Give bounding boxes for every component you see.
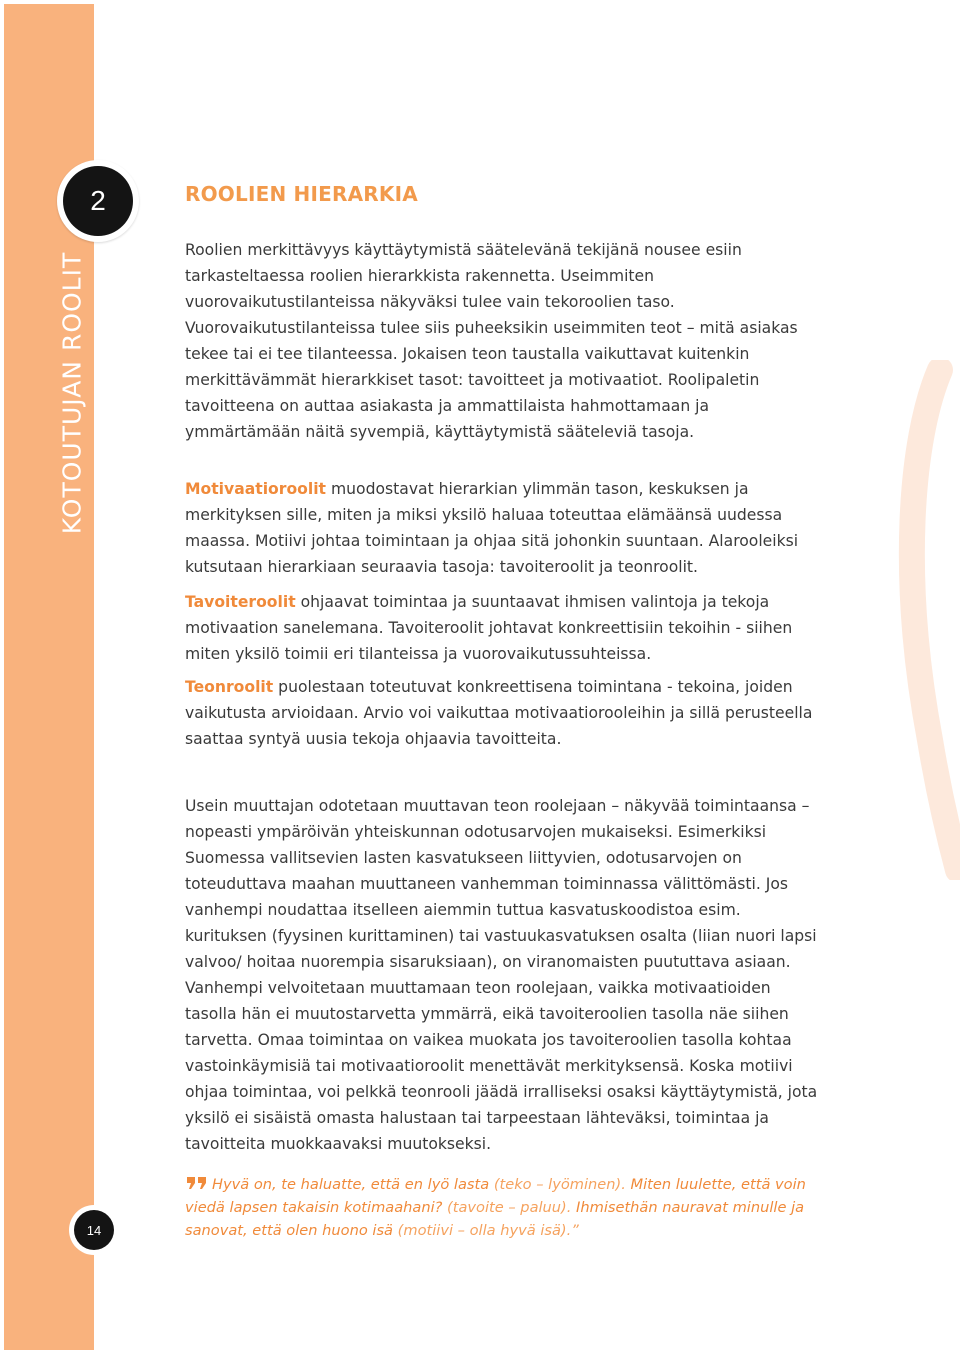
example-paragraph: Usein muuttajan odotetaan muuttavan teon roolejaan – näkyvää toimintaansa – nopeasti ympäröivän yhteiskunnan odotusarvojen mukaiseksi. Esimerkiksi Suomessa vallitsevien lasten kasvatukseen liittyvien, odotusarvojen on toteuduttava maahan muuttaneen vanhemman toiminnassa välittömästi. Jos vanhempi noudattaa itselleen aiemmin tuttua kasvatuskoodistoa esim. kurituksen (fyysinen kurittaminen) tai vastuukasvatuksen osalta (liian nuori lapsi valvoo/ hoitaa nuorempia sisaruksiaan), on viranomaisten puututtava asiaan. Vanhempi velvoitetaan muuttamaan teon roolejaan, vaikka motivaatioiden tasolla hän ei muutostarvetta ymmärrä, eikä tavoiteroolien tasolla näe siihen tarvetta. Omaa toimintaa on vaikea muokata jos tavoiteroolien tasolla kohtaa vastoinkäymisiä tai motivaatioroolit menettävät merkityksensä. Koska motiivi ohjaa toimintaa, voi pelkkä teonrooli jäädä irralliseksi osaksi käyttäytymistä, jota yksilö ei sisäistä omasta halustaan tai tarpeestaan lähteväksi, toimintaa ja tavoitteita muokkaavaksi muutokseksi.	[185, 797, 818, 1153]
quote-part-2: (teko – lyöminen).	[493, 1176, 626, 1193]
term-action-roles: Teonroolit	[185, 678, 274, 696]
motivation-roles-paragraph	[185, 476, 825, 580]
page-number: 14	[74, 1210, 114, 1250]
goal-roles-paragraph	[185, 589, 825, 667]
quote-part-5: Ihmisethän nauravat minulle ja sanovat, että olen huono isä	[185, 1199, 805, 1239]
quote-part-6: (motiivi – olla hyvä isä).”	[397, 1222, 579, 1239]
decorative-arc	[870, 360, 960, 880]
client-quote	[185, 1173, 825, 1242]
chapter-number: 2	[63, 166, 133, 236]
action-roles-paragraph	[185, 674, 825, 752]
term-goal-roles: Tavoiteroolit	[185, 593, 296, 611]
section-heading: ROOLIEN HIERARKIA	[185, 182, 418, 206]
motivation-roles-text: muodostavat hierarkian ylimmän tason, keskuksen ja merkityksen sille, miten ja miksi yksilö haluaa toteuttaa elämäänsä uudessa maassa. Motiivi johtaa toimintaan ja ohjaa sitä johonkin suuntaan. Alarooleiksi kutsutaan hierarkiaan seuraavia tasoja: tavoiteroolit ja teonroolit.	[185, 480, 799, 576]
intro-paragraph: Roolien merkittävyys käyttäytymistä säätelevänä tekijänä nousee esiin tarkasteltaessa roolien hierarkkista rakennetta. Useimmiten vuorovaikutustilanteissa näkyväksi tulee vain tekoroolien taso. Vuorovaikutustilanteissa tulee siis puheeksikin useimmiten teot – mitä asiakas tekee tai ei tee tilanteessa. Jokaisen teon taustalla vaikuttavat kuitenkin merkittävämmät hierarkkiset tasot: tavoitteet ja motivaatiot. Roolipaletin tavoitteena on auttaa asiakasta ja ammattilaista hahmottamaan ja ymmärtämään näitä syvempiä, käyttäytymistä sääteleviä tasoja.	[185, 241, 798, 441]
goal-roles-text: ohjaavat toimintaa ja suuntaavat ihmisen valintoja ja tekoja motivaation sanelemana. Tavoiteroolit johtavat konkreettisiin tekoihin - siihen miten yksilö toimii eri tilanteissa ja vuorovaikutussuhteissa.	[185, 593, 793, 663]
term-motivation-roles: Motivaatioroolit	[185, 480, 327, 498]
quote-part-4: (tavoite – paluu).	[447, 1199, 572, 1216]
action-roles-text: puolestaan toteutuvat konkreettisena toimintana - tekoina, joiden vaikutusta arvioidaan. Arvio voi vaikuttaa motivaatiorooleihin ja sillä perusteella saattaa syntyä uusia tekoja ohjaavia tavoitteita.	[185, 678, 813, 748]
quote-part-1: Hyvä on, te haluatte, että en lyö lasta	[212, 1176, 494, 1193]
sidebar-title: KOTOUTUJAN ROOLIT	[57, 251, 87, 535]
quote-part-3: Miten luulette, että voin viedä lapsen takaisin kotimaahani?	[185, 1176, 806, 1216]
